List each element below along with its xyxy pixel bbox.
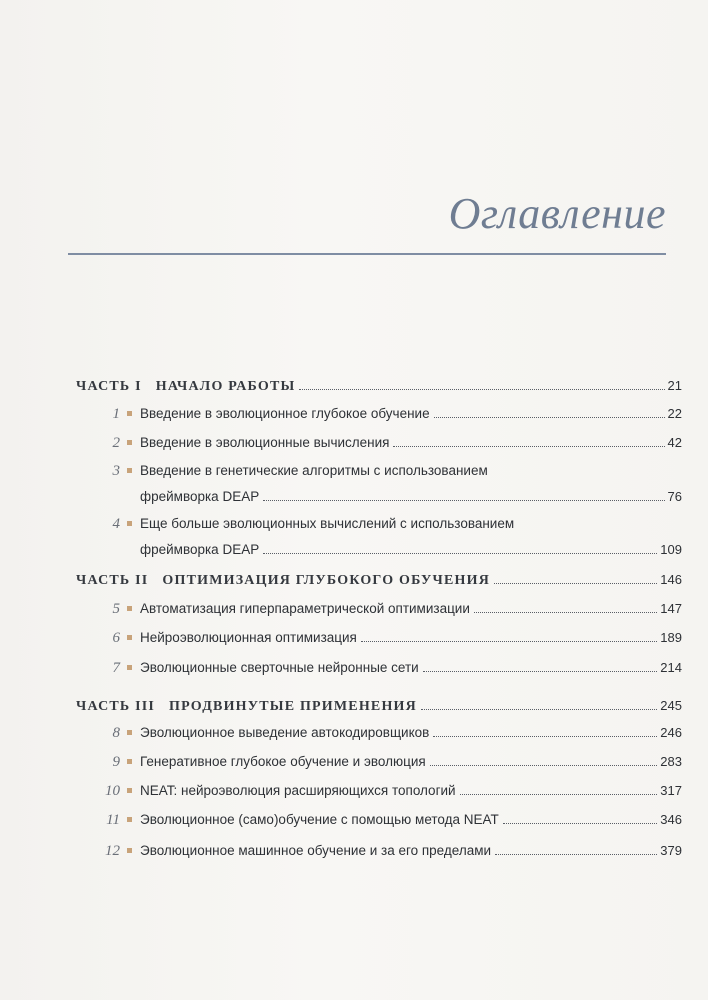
dot-leader <box>433 736 657 737</box>
page-title: Оглавление <box>448 189 666 238</box>
toc-chapter-2[interactable] <box>100 434 682 452</box>
page-number: 109 <box>660 542 682 557</box>
chapter-title: Эволюционное выведение автокодировщиков <box>140 725 430 740</box>
page-number: 317 <box>660 783 682 798</box>
dot-leader <box>299 389 664 390</box>
toc-chapter-11[interactable] <box>100 811 682 829</box>
chapter-number: 5 <box>112 601 120 617</box>
chapter-title: Генеративное глубокое обучение и эволюция <box>140 754 426 769</box>
dot-leader <box>423 671 658 672</box>
page-number: 147 <box>660 601 682 616</box>
chapter-title: Введение в эволюционное глубокое обучение <box>140 406 430 421</box>
chapter-title: Еще больше эволюционных вычислений с использованием <box>140 516 515 531</box>
chapter-number: 11 <box>106 812 120 828</box>
dot-leader <box>263 553 657 554</box>
square-bullet-icon <box>127 635 132 640</box>
square-bullet-icon <box>127 440 132 445</box>
chapter-number: 4 <box>112 516 120 532</box>
toc-chapter-12[interactable] <box>100 842 682 860</box>
square-bullet-icon <box>127 788 132 793</box>
dot-leader <box>430 765 658 766</box>
part-number: ЧАСТЬ II <box>76 573 149 588</box>
page-number: 245 <box>660 698 682 713</box>
chapter-number: 2 <box>112 435 120 451</box>
part-title: ОПТИМИЗАЦИЯ ГЛУБОКОГО ОБУЧЕНИЯ <box>162 573 491 588</box>
square-bullet-icon <box>127 848 132 853</box>
dot-leader <box>474 612 657 613</box>
dot-leader <box>460 794 658 795</box>
square-bullet-icon <box>127 468 132 473</box>
page-number: 76 <box>667 489 682 504</box>
page-number: 283 <box>660 754 682 769</box>
square-bullet-icon <box>127 606 132 611</box>
toc-chapter-7[interactable] <box>100 659 682 677</box>
page-number: 346 <box>660 812 682 827</box>
chapter-title: NEAT: нейроэволюция расширяющихся топологий <box>140 783 456 798</box>
page-number: 214 <box>660 660 682 675</box>
page-number: 42 <box>667 435 682 450</box>
page-number: 246 <box>660 725 682 740</box>
toc-chapter-10[interactable] <box>100 782 682 800</box>
square-bullet-icon <box>127 759 132 764</box>
dot-leader <box>494 583 657 584</box>
dot-leader <box>503 823 658 824</box>
square-bullet-icon <box>127 665 132 670</box>
chapter-title: Эволюционное машинное обучение и за его пределами <box>140 843 492 858</box>
chapter-number: 1 <box>112 406 120 422</box>
page-number: 379 <box>660 843 682 858</box>
chapter-number: 12 <box>105 843 120 859</box>
toc-part-2[interactable] <box>76 571 682 590</box>
dot-leader <box>263 500 664 501</box>
dot-leader <box>361 641 657 642</box>
part-number: ЧАСТЬ III <box>76 699 156 714</box>
square-bullet-icon <box>127 730 132 735</box>
chapter-number: 8 <box>112 725 120 741</box>
chapter-title: Эволюционное (само)обучение с помощью метода NEAT <box>140 812 499 827</box>
page-number: 146 <box>660 572 682 587</box>
chapter-title-continued: фреймворка DEAP <box>140 542 260 557</box>
chapter-number: 6 <box>112 630 120 646</box>
square-bullet-icon <box>127 521 132 526</box>
chapter-number: 3 <box>112 463 120 479</box>
toc-chapter-6[interactable] <box>100 629 682 647</box>
part-title: НАЧАЛО РАБОТЫ <box>155 379 296 394</box>
part-number: ЧАСТЬ I <box>76 379 142 394</box>
toc-chapter-9[interactable] <box>100 753 682 771</box>
title-rule <box>68 253 666 255</box>
page-number: 189 <box>660 630 682 645</box>
part-title: ПРОДВИНУТЫЕ ПРИМЕНЕНИЯ <box>169 699 417 714</box>
page-number: 22 <box>667 406 682 421</box>
toc-chapter-5[interactable] <box>100 600 682 618</box>
dot-leader <box>393 446 664 447</box>
page-number: 21 <box>667 378 682 393</box>
chapter-title: Эволюционные сверточные нейронные сети <box>140 660 419 675</box>
toc-chapter-1[interactable] <box>100 405 682 423</box>
chapter-title: Введение в эволюционные вычисления <box>140 435 390 450</box>
chapter-number: 9 <box>112 754 120 770</box>
square-bullet-icon <box>127 817 132 822</box>
toc-chapter-3[interactable] <box>100 458 682 510</box>
dot-leader <box>421 709 657 710</box>
chapter-title-continued: фреймворка DEAP <box>140 489 260 504</box>
dot-leader <box>495 854 657 855</box>
dot-leader <box>434 417 665 418</box>
toc-chapter-4[interactable] <box>100 511 682 563</box>
square-bullet-icon <box>127 411 132 416</box>
toc-part-1[interactable] <box>76 377 682 396</box>
toc-part-3[interactable] <box>76 697 682 716</box>
chapter-title: Нейроэволюционная оптимизация <box>140 630 357 645</box>
chapter-number: 10 <box>105 783 120 799</box>
chapter-number: 7 <box>112 660 120 676</box>
chapter-title: Введение в генетические алгоритмы с использованием <box>140 463 488 478</box>
toc-chapter-8[interactable] <box>100 724 682 742</box>
chapter-title: Автоматизация гиперпараметрической оптимизации <box>140 601 470 616</box>
